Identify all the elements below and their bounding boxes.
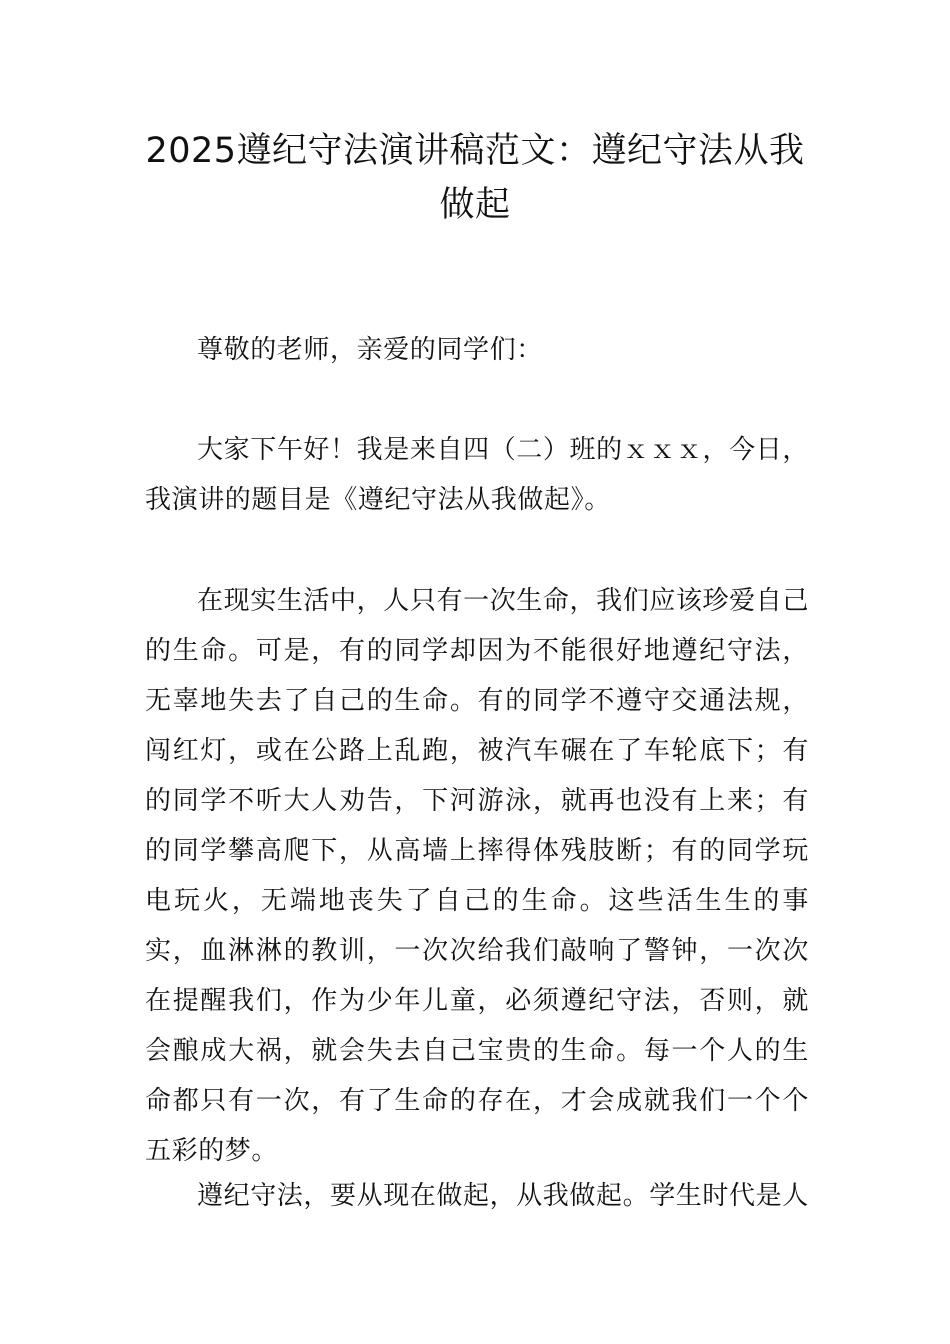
body-paragraph: 在现实生活中，人只有一次生命，我们应该珍爱自己的生命。可是，有的同学却因为不能很好地遵纪守法，无辜地失去了自己的生命。有的同学不遵守交通法规，闯红灯，或在公路上乱跑，被汽车碾在了车轮底下；有的同学不听大人劝告，下河游泳，就再也没有上来；有的同学攀高爬下，从高墙上摔得体残肢断；有的同学玩电玩火，无端地丧失了自己的生命。这些活生生的事实，血淋淋的教训，一次次给我们敲响了警钟，一次次在提醒我们，作为少年儿童，必须遵纪守法，否则，就会酿成大祸，就会失去自己宝贵的生命。每一个人的生命都只有一次，有了生命的存在，才会成就我们一个个五彩的梦。 (145, 586, 809, 1166)
intro-paragraph: 大家下午好！我是来自四（二）班的ｘｘｘ，今日，我演讲的题目是《遵纪守法从我做起》。 (145, 435, 809, 515)
document-title: 2025遵纪守法演讲稿范文：遵纪守法从我做起 (145, 131, 805, 225)
salutation-paragraph: 尊敬的老师，亲爱的同学们： (197, 335, 543, 365)
body-paragraph-continued: 遵纪守法，要从现在做起，从我做起。学生时代是人 (197, 1181, 809, 1211)
